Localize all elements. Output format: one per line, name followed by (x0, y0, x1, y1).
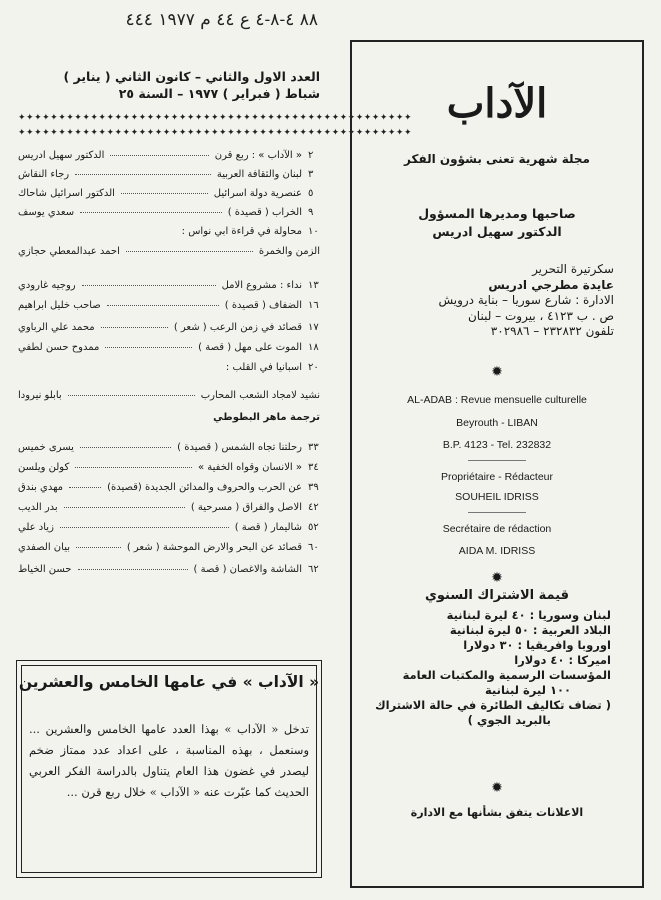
toc-leader (126, 251, 253, 252)
subscription-title: قيمة الاشتراك السنوي (424, 588, 570, 603)
toc-author: حسن الخياط (18, 564, 72, 575)
toc-page-number: ٢ (308, 150, 314, 161)
masthead-box (350, 40, 644, 888)
toc-row (14, 205, 326, 221)
subscription-line: ١٠٠ ليرة لبنانية (484, 683, 571, 697)
toc-title: نداء : مشروع الامل (221, 280, 302, 291)
toc-page-number: ١٨ (308, 342, 319, 353)
toc-title: « الانسان وقواه الخفية » (197, 462, 302, 473)
rule-1 (468, 460, 526, 461)
toc-row (14, 340, 326, 356)
toc-page-number: ٣٣ (308, 442, 319, 453)
toc-author: بابلو نيرودا (18, 390, 62, 401)
address-line-2: ص . ب ٤١٢٣ ، بيروت – لبنان (467, 308, 614, 323)
tagline: مجلة شهرية تعنى بشؤون الفكر (404, 152, 590, 166)
owner-name: الدكتور سهيل ادريس (432, 224, 562, 239)
toc-title: عنصرية دولة اسرائيل (213, 188, 302, 199)
toc-row (14, 167, 326, 183)
toc-leader (121, 193, 208, 194)
toc-author: روجيه غارودي (18, 280, 76, 291)
toc-row (14, 298, 326, 314)
toc-row (14, 148, 326, 164)
toc-author: صاحب خليل ابراهيم (18, 300, 101, 311)
magazine-logo: الآداب (446, 80, 548, 127)
subscription-line: اوروبا وافريقيا : ٣٠ دولارا (463, 638, 611, 652)
rule-2 (468, 512, 526, 513)
toc-row (14, 278, 326, 294)
issue-header (20, 68, 320, 102)
toc-row (14, 520, 326, 536)
toc-author: ممدوح حسن لطفي (18, 342, 100, 353)
toc-author: الدكتور سهيل ادريس (18, 150, 105, 161)
toc-title: الشاشة والاغصان ( قصة ) (193, 564, 302, 575)
toc-title: رحلتنا تجاه الشمس ( قصيدة ) (177, 442, 302, 453)
secretary-label: سكرتيرة التحرير (532, 262, 614, 276)
issue-line-2: شباط ( فبراير ) ١٩٧٧ – السنة ٢٥ (118, 86, 320, 101)
toc-author: زياد علي (18, 522, 54, 533)
toc-row (14, 388, 326, 404)
toc-row (14, 410, 326, 426)
subscription-rates (375, 608, 611, 728)
toc-page-number: ٦٢ (308, 564, 319, 575)
toc-leader (105, 347, 192, 348)
issue-line-1: العدد الاول والثاني – كانون الثاني ( يناير ) (63, 69, 320, 84)
anniversary-heading: « الآداب » في عامها الخامس والعشرين (18, 673, 320, 691)
toc-title: محاولة في قراءة ابي نواس : (181, 226, 302, 237)
anniversary-body: تدخل « الآداب » بهذا العدد عامها الخامس والعشرين ... وسنعمل ، بهذه المناسبة ، على اعداد عدد ممتاز ضخم ليصدر في غضون هذا العام يتناول بالدراسة الفكر العربي الحديث كما عبّرت عنه « الآداب » خلال ربع قرن ... (29, 722, 309, 799)
toc-title: شاليمار ( قصة ) (234, 522, 302, 533)
toc-page-number: ٥٢ (308, 522, 319, 533)
toc-page-number: ١٣ (308, 280, 319, 291)
subscription-line: البلاد العربية : ٥٠ ليرة لبنانية (449, 623, 611, 637)
toc-author: الدكتور اسرائيل شاحاك (18, 188, 115, 199)
toc-leader (68, 395, 195, 396)
toc-leader (82, 285, 216, 286)
handwritten-archive-note: ٨٨ ٤-٨-٤ ع ٤٤ م ١٩٧٧ ٤٤٤ (125, 10, 318, 30)
toc-row (14, 360, 326, 376)
phone-line: تلفون ٢٣٢٨٣٢ – ٣٠٢٩٨٦ (490, 324, 614, 338)
separator-top: ✦✦✦✦✦✦✦✦✦✦✦✦✦✦✦✦✦✦✦✦✦✦✦✦✦✦✦✦✦✦✦✦✦✦✦✦✦✦✦✦✦✦✦✦✦✦✦✦✦ (18, 113, 413, 123)
subscription-line: اميركا : ٤٠ دولارا (514, 653, 611, 667)
editorial-contact-block (382, 262, 614, 340)
toc-leader (78, 569, 188, 570)
toc-row (14, 460, 326, 476)
toc-row (14, 562, 326, 578)
toc-row (14, 320, 326, 336)
french-owner-name: SOUHEIL IDRISS (455, 491, 539, 503)
toc-author: مهدي بندق (18, 482, 64, 493)
toc-leader (75, 467, 192, 468)
toc-author: احمد عبدالمعطي حجازي (18, 246, 120, 257)
toc-row (14, 186, 326, 202)
toc-leader (75, 174, 211, 175)
toc-author: محمد علي الرباوي (18, 322, 95, 333)
toc-leader (110, 155, 209, 156)
toc-author: سعدي يوسف (18, 207, 75, 218)
french-owner-label: Propriétaire - Rédacteur (440, 471, 554, 483)
toc-title: لبنان والثقافة العربية (216, 169, 302, 180)
address-line-1: الادارة : شارع سوريا – بناية درويش (438, 293, 614, 307)
toc-row (14, 224, 326, 240)
toc-page-number: ١٠ (308, 226, 319, 237)
toc-page-number: ١٦ (308, 300, 319, 311)
advertising-note: الاعلانات يتفق بشأنها مع الادارة (410, 806, 584, 819)
anniversary-notice-box (16, 660, 322, 878)
toc-title: الزمن والخمرة (258, 246, 320, 257)
toc-page-number: ١٧ (308, 322, 319, 333)
toc-row (14, 244, 326, 260)
toc-row (14, 540, 326, 556)
subscription-line: ( تضاف تكاليف الطائرة في حالة الاشتراك (375, 698, 611, 712)
toc-row (14, 480, 326, 496)
french-city: Beyrouth - LIBAN (456, 417, 538, 429)
toc-page-number: ٤٢ (308, 502, 319, 513)
toc-title: « الآداب » : ربع قرن (214, 150, 302, 161)
toc-page-number: ٣٩ (308, 482, 319, 493)
toc-title: الخراب ( قصيدة ) (227, 207, 302, 218)
toc-title: قصائد عن البحر والارض الموحشة ( شعر ) (126, 542, 302, 553)
toc-row (14, 500, 326, 516)
toc-leader (80, 447, 171, 448)
subscription-line: المؤسسات الرسمية والمكتبات العامة (402, 668, 611, 682)
toc-page-number: ٣ (308, 169, 314, 180)
toc-page-number: ٦٠ (308, 542, 319, 553)
toc-title: عن الحرب والحروف والمدائن الجديدة (قصيدة) (107, 482, 302, 493)
subscription-line: لبنان وسوريا : ٤٠ ليرة لبنانية (446, 608, 611, 622)
toc-author: كولن ويلسن (18, 462, 70, 473)
toc-leader (76, 547, 121, 548)
owner-label: صاحبها ومديرها المسؤول (418, 206, 576, 221)
toc-author: رجاء النقاش (18, 169, 70, 180)
toc-author: يسرى خميس (18, 442, 74, 453)
toc-title: الموت على مهل ( قصة ) (198, 342, 302, 353)
toc-leader (80, 212, 222, 213)
separator-bottom: ✦✦✦✦✦✦✦✦✦✦✦✦✦✦✦✦✦✦✦✦✦✦✦✦✦✦✦✦✦✦✦✦✦✦✦✦✦✦✦✦✦✦✦✦✦✦✦✦✦ (18, 128, 413, 138)
toc-leader (69, 487, 101, 488)
toc-page-number: ٩ (308, 207, 314, 218)
toc-title: ترجمة ماهر البطوطي (213, 412, 320, 423)
star-ornament: ✹ (491, 364, 503, 380)
toc-title: الاصل والفراق ( مسرحية ) (190, 502, 302, 513)
subscription-line: بالبريد الجوي ) (467, 713, 551, 727)
toc-title: اسبانيا في القلب : (225, 362, 302, 373)
toc-page-number: ٢٠ (308, 362, 319, 373)
toc-author: بيان الصفدي (18, 542, 71, 553)
toc-title: الضفاف ( قصيدة ) (224, 300, 302, 311)
toc-author: بدر الديب (18, 502, 58, 513)
toc-page-number: ٥ (308, 188, 314, 199)
french-contact: B.P. 4123 - Tel. 232832 (442, 439, 552, 451)
french-secretary-name: AIDA M. IDRISS (458, 545, 536, 557)
french-title: AL-ADAB : Revue mensuelle culturelle (407, 394, 587, 406)
toc-row (14, 440, 326, 456)
toc-title: نشيد لامجاد الشعب المحارب (200, 390, 320, 401)
secretary-name: عايدة مطرجي ادريس (488, 277, 614, 292)
toc-leader (107, 305, 219, 306)
french-secretary-label: Secrétaire de rédaction (442, 523, 552, 535)
toc-title: قصائد في زمن الرعب ( شعر ) (173, 322, 302, 333)
toc-leader (64, 507, 185, 508)
toc-leader (60, 527, 229, 528)
star-ornament-3: ✹ (491, 780, 503, 796)
toc-page-number: ٣٤ (308, 462, 319, 473)
toc-leader (101, 327, 168, 328)
star-ornament-2: ✹ (491, 570, 503, 586)
